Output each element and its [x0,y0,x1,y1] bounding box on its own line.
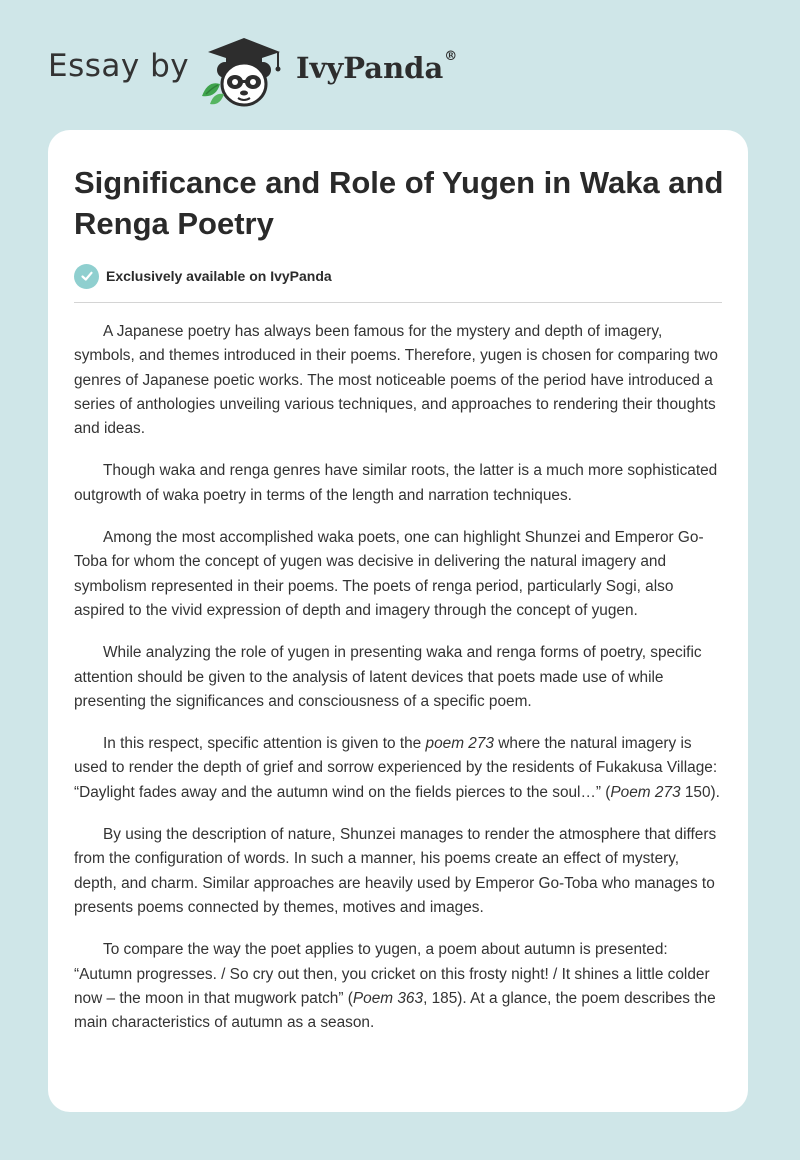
essay-card [48,130,748,1112]
paragraph: In this respect, specific attention is given to the poem 273 where the natural imagery is used to render the depth of grief and sorrow experienced by the residents of Fukakusa Village: “Daylight fades away and the autumn wind on the fields pierces to the soul…” (Poem 273 150). [74,735,720,801]
paragraph: Among the most accomplished waka poets, one can highlight Shunzei and Emperor Go-Toba for whom the concept of yugen was decisive in delivering the natural imagery and symbolism represented in their poems. The poets of renga period, particularly Sogi, also aspired to the vivid expression of depth and imagery through the concept of yugen. [74,529,704,619]
registered-mark: ® [444,49,458,64]
divider [74,302,722,303]
paragraph: While analyzing the role of yugen in presenting waka and renga forms of poetry, specific attention should be given to the analysis of latent devices that poets made use of while presenting the significances and consciousness of a specific poem. [74,644,702,710]
brand-prefix: Essay by [48,48,190,84]
paragraph: By using the description of nature, Shunzei manages to render the atmosphere that differs from the configuration of words. In such a manner, his poems create an effect of mystery, depth, and charm. Similar approaches are heavily used by Emperor Go-Toba who manages to presents poems connected by themes, motives and images. [74,826,717,916]
site-header [0,0,800,125]
badge-text: Exclusively available on IvyPanda [106,268,332,284]
panda-graduate-icon[interactable] [198,32,290,110]
essay-body [74,320,724,1053]
brand-name[interactable]: IvyPanda® [296,49,458,85]
poem-reference: Poem 273 [610,783,681,801]
essay-title: Significance and Role of Yugen in Waka and Renga Poetry [74,165,724,241]
exclusive-badge [74,263,332,289]
paragraph: To compare the way the poet applies to yugen, a poem about autumn is presented: “Autumn progresses. / So cry out then, you cricket on this frosty night! / It shines a little colder now – the moon in that mugwork patch” (Poem 363, 185). At a glance, the poem describes the main characteristics of autumn as a season. [74,941,716,1032]
paragraph: A Japanese poetry has always been famous for the mystery and depth of imagery, symbols, and themes introduced in their poems. Therefore, yugen is chosen for comparing two genres of Japanese poetic works. The most noticeable poems of the period have introduced a series of anthologies unveiling various techniques, and approaches to rendering their thoughts and ideas. [74,323,718,438]
check-icon [74,264,99,289]
paragraph: Though waka and renga genres have similar roots, the latter is a much more sophisticated outgrowth of waka poetry in terms of the length and narration techniques. [74,462,718,504]
poem-reference: Poem 363 [352,989,424,1007]
poem-reference: poem 273 [425,735,494,753]
